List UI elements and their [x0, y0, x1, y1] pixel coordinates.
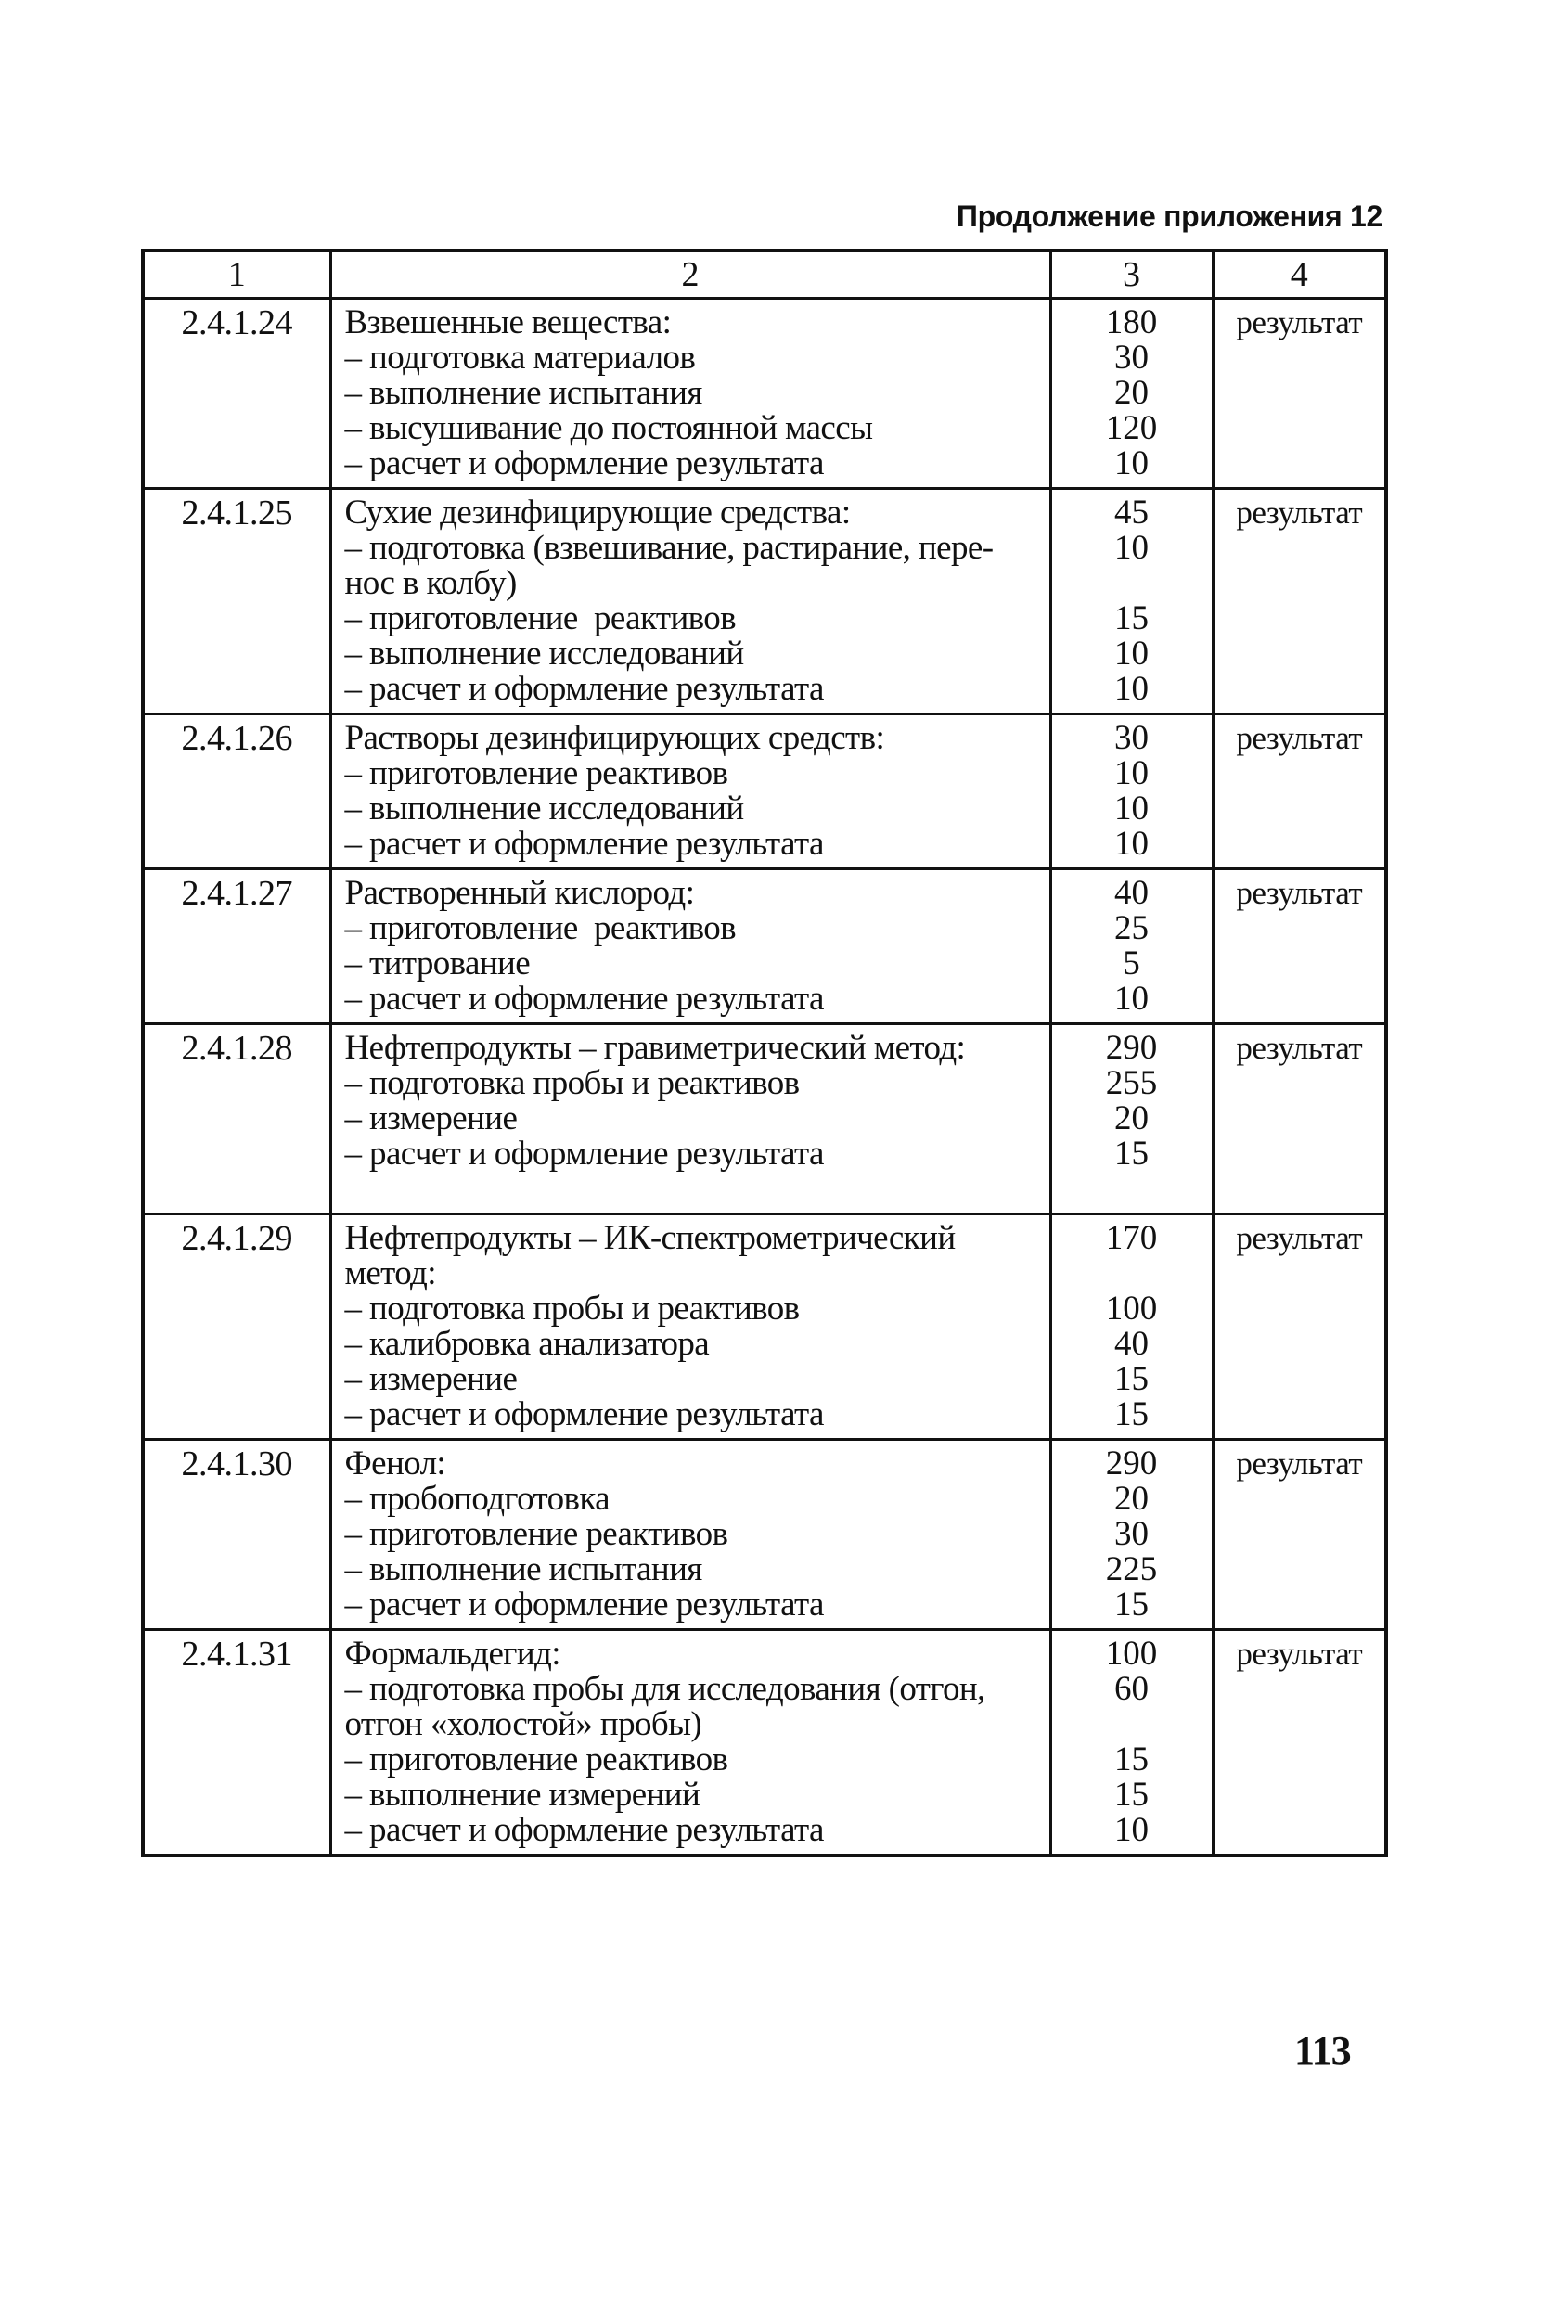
value-line: 20	[1114, 374, 1149, 412]
row-description	[330, 869, 1050, 1024]
description-line: Взвешенные вещества:	[344, 303, 672, 341]
table-row	[143, 714, 1386, 869]
value-line: 5	[1123, 944, 1140, 982]
table-row	[143, 489, 1386, 714]
description-line: – подготовка материалов	[344, 339, 696, 377]
row-result: результат	[1213, 1024, 1386, 1214]
row-description	[330, 714, 1050, 869]
value-line: 15	[1114, 1395, 1149, 1433]
row-result: результат	[1213, 1630, 1386, 1856]
description-line: Растворы дезинфицирующих средств:	[344, 719, 885, 757]
description-line: – расчет и оформление результата	[344, 1135, 824, 1173]
row-description	[330, 1214, 1050, 1440]
row-description	[330, 299, 1050, 489]
value-line: 40	[1114, 1325, 1149, 1363]
description-line: – выполнение исследований	[344, 635, 744, 673]
description-line: – приготовление реактивов	[344, 909, 737, 947]
row-description	[330, 1024, 1050, 1214]
description-line: – приготовление реактивов	[344, 1740, 728, 1778]
row-code: 2.4.1.30	[143, 1440, 330, 1630]
row-values	[1050, 299, 1213, 489]
row-code: 2.4.1.28	[143, 1024, 330, 1214]
row-description	[330, 1630, 1050, 1856]
value-line: 10	[1114, 790, 1149, 828]
row-result: результат	[1213, 489, 1386, 714]
table-row	[143, 1024, 1386, 1214]
table-row	[143, 1630, 1386, 1856]
value-line: 15	[1114, 599, 1149, 637]
row-result: результат	[1213, 1440, 1386, 1630]
description-line: – выполнение исследований	[344, 790, 744, 828]
description-line: – приготовление реактивов	[344, 599, 737, 637]
value-line: 40	[1114, 874, 1149, 912]
value-line: 30	[1114, 339, 1149, 377]
value-line: 15	[1114, 1740, 1149, 1778]
row-result: результат	[1213, 714, 1386, 869]
description-line: – расчет и оформление результата	[344, 1586, 824, 1624]
description-line: Нефтепродукты – ИК-спектрометрический	[344, 1219, 956, 1257]
row-code: 2.4.1.26	[143, 714, 330, 869]
description-line: – подготовка пробы и реактивов	[344, 1064, 800, 1102]
row-code: 2.4.1.27	[143, 869, 330, 1024]
value-line: 60	[1114, 1670, 1149, 1708]
value-line: 255	[1105, 1064, 1158, 1102]
row-values	[1050, 489, 1213, 714]
value-line: 100	[1105, 1290, 1158, 1328]
row-values	[1050, 1214, 1213, 1440]
description-line: Формальдегид:	[344, 1635, 560, 1673]
row-result: результат	[1213, 299, 1386, 489]
row-code: 2.4.1.25	[143, 489, 330, 714]
row-description	[330, 1440, 1050, 1630]
value-line: 15	[1114, 1586, 1149, 1624]
value-line: 45	[1114, 494, 1149, 532]
description-line: – приготовление реактивов	[344, 754, 728, 792]
row-code: 2.4.1.31	[143, 1630, 330, 1856]
value-line	[1052, 566, 1212, 601]
description-line: – расчет и оформление результата	[344, 980, 824, 1018]
description-line: – выполнение испытания	[344, 1550, 702, 1588]
value-line: 10	[1114, 754, 1149, 792]
description-line: – измерение	[344, 1360, 518, 1398]
value-line: 10	[1114, 980, 1149, 1018]
table-row	[143, 869, 1386, 1024]
norms-table-container	[141, 249, 1384, 1857]
value-line: 15	[1114, 1360, 1149, 1398]
value-line: 25	[1114, 909, 1149, 947]
description-line: Растворенный кислород:	[344, 874, 695, 912]
value-line: 10	[1114, 825, 1149, 863]
table-row	[143, 299, 1386, 489]
value-line: 30	[1114, 719, 1149, 757]
description-line: – расчет и оформление результата	[344, 444, 824, 482]
row-result: результат	[1213, 869, 1386, 1024]
description-line: – выполнение испытания	[344, 374, 702, 412]
description-line: – расчет и оформление результата	[344, 1811, 824, 1849]
column-header-3: 3	[1050, 250, 1213, 299]
description-line: – расчет и оформление результата	[344, 825, 824, 863]
description-line: – подготовка пробы и реактивов	[344, 1290, 800, 1328]
value-line	[1052, 1707, 1212, 1742]
description-line: – подготовка пробы для исследования (отгон,	[344, 1670, 985, 1708]
description-line: – подготовка (взвешивание, растирание, пере-	[344, 529, 994, 567]
description-line: – калибровка анализатора	[344, 1325, 710, 1363]
value-line: 180	[1105, 303, 1158, 341]
row-code: 2.4.1.24	[143, 299, 330, 489]
column-header-1: 1	[143, 250, 330, 299]
value-line: 10	[1114, 635, 1149, 673]
value-line: 10	[1114, 444, 1149, 482]
table-row	[143, 1214, 1386, 1440]
table-header-row	[143, 250, 1386, 299]
value-line: 15	[1114, 1135, 1149, 1173]
row-values	[1050, 1024, 1213, 1214]
description-line: метод:	[344, 1254, 436, 1292]
description-line: Нефтепродукты – гравиметрический метод:	[344, 1029, 966, 1067]
value-line: 100	[1105, 1635, 1158, 1673]
description-line: – расчет и оформление результата	[344, 670, 824, 708]
row-values	[1050, 1630, 1213, 1856]
value-line: 10	[1114, 670, 1149, 708]
row-values	[1050, 869, 1213, 1024]
value-line: 15	[1114, 1776, 1149, 1814]
row-code: 2.4.1.29	[143, 1214, 330, 1440]
value-line: 10	[1114, 529, 1149, 567]
row-description	[330, 489, 1050, 714]
table-body	[143, 299, 1386, 1856]
value-line: 120	[1105, 409, 1158, 447]
value-line: 20	[1114, 1099, 1149, 1137]
description-line: – расчет и оформление результата	[344, 1395, 824, 1433]
description-line: Фенол:	[344, 1444, 446, 1483]
row-values	[1050, 1440, 1213, 1630]
row-values	[1050, 714, 1213, 869]
description-line: – титрование	[344, 944, 531, 982]
description-line: Сухие дезинфицирующие средства:	[344, 494, 851, 532]
column-header-2: 2	[330, 250, 1050, 299]
description-line: – измерение	[344, 1099, 518, 1137]
description-line: – высушивание до постоянной массы	[344, 409, 873, 447]
table-row	[143, 1440, 1386, 1630]
value-line: 225	[1105, 1550, 1158, 1588]
norms-table	[141, 249, 1388, 1857]
description-line: – приготовление реактивов	[344, 1515, 728, 1553]
value-line: 290	[1105, 1029, 1158, 1067]
continuation-caption: Продолжение приложения 12	[956, 199, 1382, 233]
description-line: – выполнение измерений	[344, 1776, 700, 1814]
description-line: – пробоподготовка	[344, 1480, 610, 1518]
value-line: 10	[1114, 1811, 1149, 1849]
value-line: 20	[1114, 1480, 1149, 1518]
value-line	[1052, 1256, 1212, 1291]
row-result: результат	[1213, 1214, 1386, 1440]
page-number: 113	[1294, 2028, 1351, 2074]
value-line: 170	[1105, 1219, 1158, 1257]
description-line: нос в колбу)	[344, 564, 517, 602]
column-header-4: 4	[1213, 250, 1386, 299]
value-line: 290	[1105, 1444, 1158, 1483]
description-line: отгон «холостой» пробы)	[344, 1705, 702, 1743]
value-line: 30	[1114, 1515, 1149, 1553]
